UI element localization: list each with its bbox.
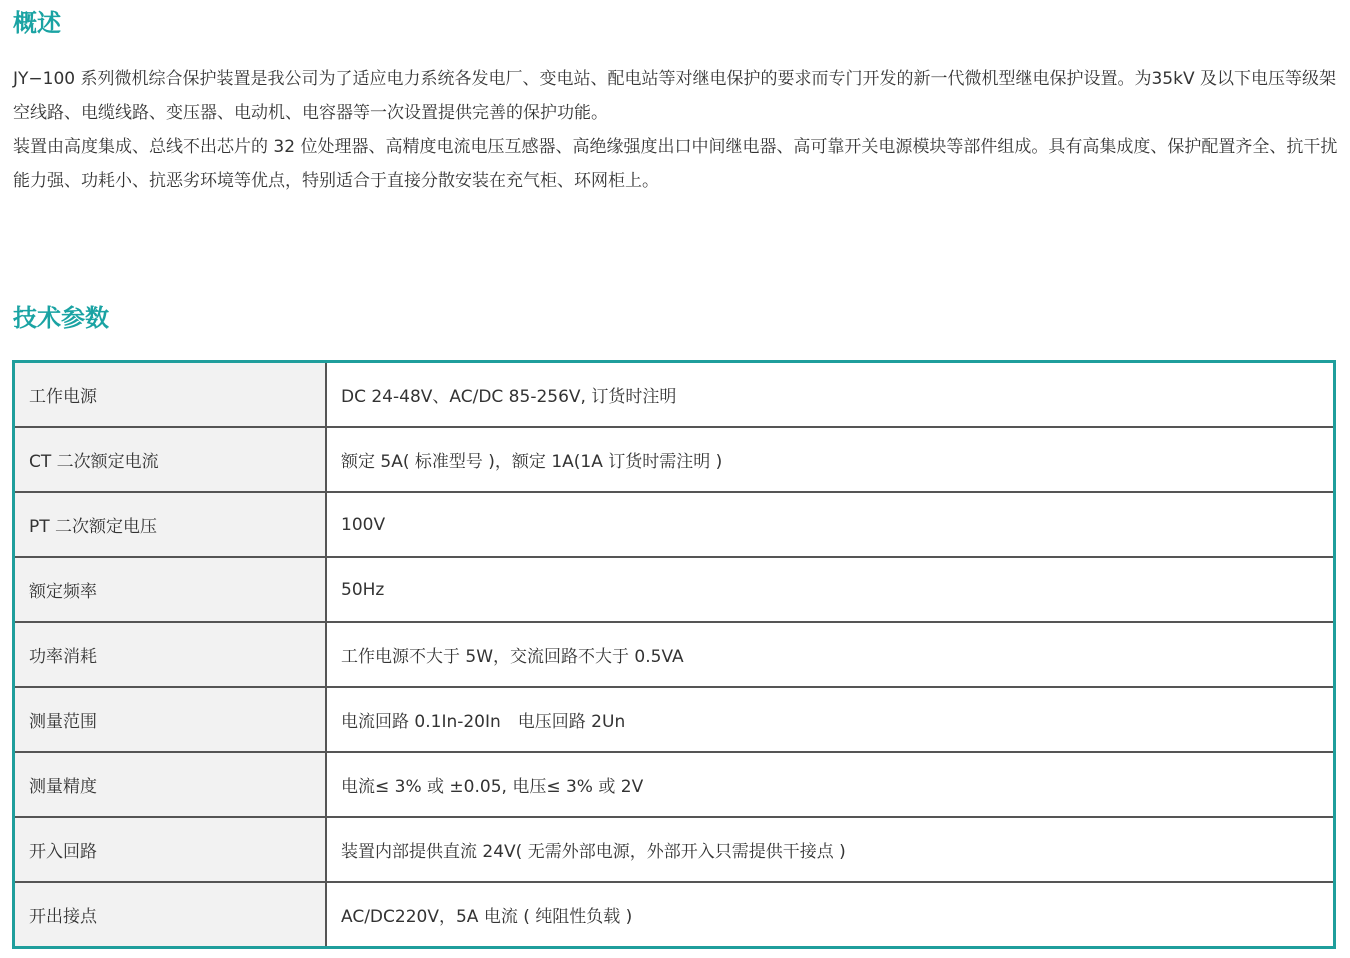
param-name: 测量范围 [14,687,327,752]
table-row [14,362,1335,428]
param-name: 工作电源 [14,362,327,428]
param-value: 电流回路 0.1In-20In 电压回路 2Un [326,687,1335,752]
table-row [14,557,1335,622]
table-row [14,622,1335,687]
param-value: 100V [326,492,1335,557]
param-value: 工作电源不大于 5W，交流回路不大于 0.5VA [326,622,1335,687]
overview-title: 概述 [13,9,61,37]
specs-title: 技术参数 [13,304,109,332]
table-row [14,427,1335,492]
param-name: CT 二次额定电流 [14,427,327,492]
param-name: 开入回路 [14,817,327,882]
spec-table [12,360,1336,949]
table-row [14,492,1335,557]
overview-paragraph-1: JY−100 系列微机综合保护装置是我公司为了适应电力系统各发电厂、变电站、配电站等对继电保护的要求而专门开发的新一代微机型继电保护设置。为35kV 及以下电压等级架空线路、电缆线路、变压器、电动机、电容器等一次设置提供完善的保护功能。 [13,69,1337,123]
table-row [14,817,1335,882]
param-name: 测量精度 [14,752,327,817]
table-row [14,687,1335,752]
param-name: PT 二次额定电压 [14,492,327,557]
param-name: 额定频率 [14,557,327,622]
param-name: 功率消耗 [14,622,327,687]
overview-paragraph-2: 装置由高度集成、总线不出芯片的 32 位处理器、高精度电流电压互感器、高绝缘强度出口中间继电器、高可靠开关电源模块等部件组成。具有高集成度、保护配置齐全、抗干扰能力强、功耗小、抗恶劣环境等优点，特别适合于直接分散安装在充气柜、环网柜上。 [13,137,1338,191]
param-value: AC/DC220V，5A 电流 ( 纯阻性负载 ) [326,882,1335,948]
param-value: DC 24-48V、AC/DC 85-256V, 订货时注明 [326,362,1335,428]
param-value: 电流≤ 3% 或 ±0.05, 电压≤ 3% 或 2V [326,752,1335,817]
overview-body [13,62,1338,198]
param-value: 额定 5A( 标准型号 )，额定 1A(1A 订货时需注明 ) [326,427,1335,492]
table-row [14,752,1335,817]
param-value: 50Hz [326,557,1335,622]
param-name: 开出接点 [14,882,327,948]
param-value: 装置内部提供直流 24V( 无需外部电源，外部开入只需提供干接点 ) [326,817,1335,882]
table-row [14,882,1335,948]
